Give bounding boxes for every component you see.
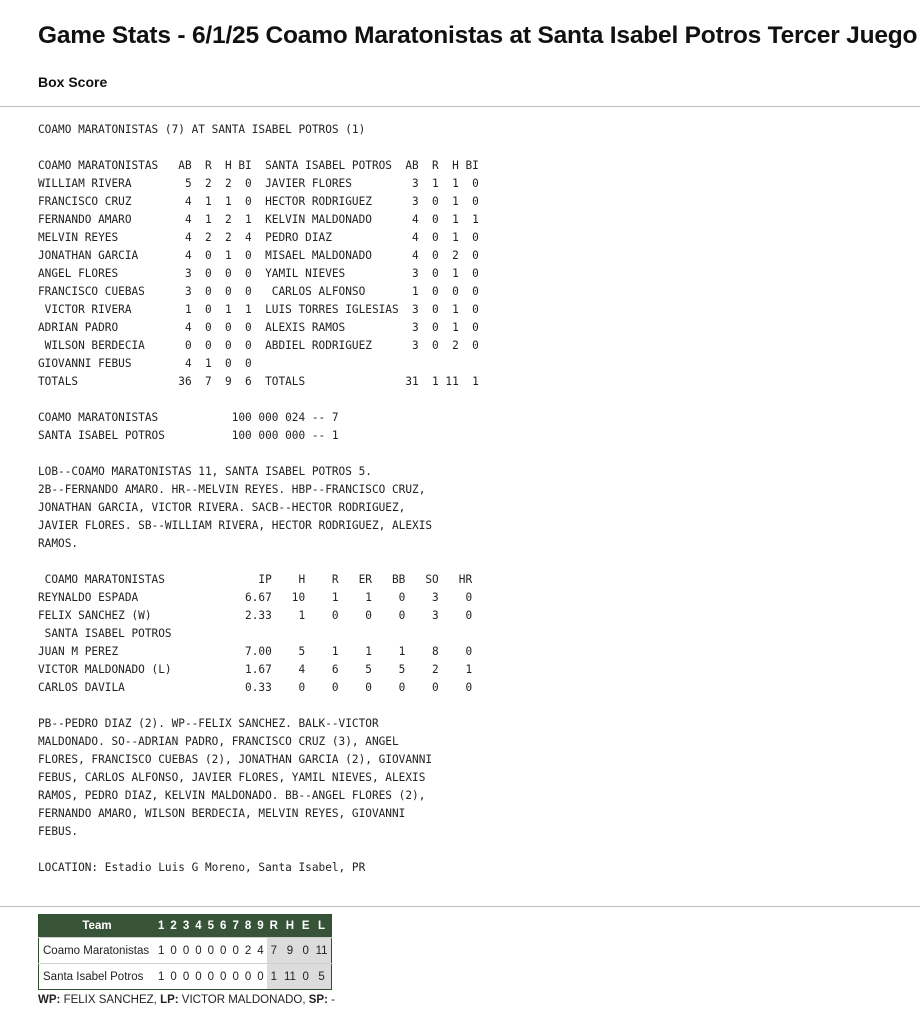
inning-score: 0 [205, 938, 217, 964]
header-inning-1: 1 [155, 915, 167, 938]
inning-score: 0 [180, 938, 192, 964]
line-score-header-row [39, 915, 332, 938]
divider-bottom [0, 906, 920, 907]
line-score-row-santa-isabel [39, 964, 332, 990]
total-hits: 9 [281, 938, 299, 964]
header-inning-7: 7 [229, 915, 241, 938]
section-title-box-score: Box Score [38, 74, 108, 90]
total-errors: 0 [299, 964, 313, 990]
header-runs: R [267, 915, 281, 938]
page-title: Game Stats - 6/1/25 Coamo Maratonistas at Santa Isabel Potros Tercer Juego [38, 22, 918, 49]
total-runs: 7 [267, 938, 281, 964]
header-inning-9: 9 [254, 915, 266, 938]
header-left-on-base: L [313, 915, 331, 938]
team-name: Santa Isabel Potros [39, 964, 156, 990]
inning-score: 0 [254, 964, 266, 990]
lp-label: LP: [160, 994, 179, 1006]
header-inning-4: 4 [192, 915, 204, 938]
divider-top [0, 106, 920, 107]
total-left-on-base: 11 [313, 938, 331, 964]
box-score-text: COAMO MARATONISTAS (7) AT SANTA ISABEL POTROS (1) COAMO MARATONISTAS AB R H BI SANTA ISABEL POTROS AB R H BI WILLIAM RIVERA 5 2 2 0 JAVIER FLORES 3 1 1 0 FRANCISCO CRUZ 4 1 1 0 HECTOR RODRIGUEZ 3 0 1 0 FERNANDO AMARO 4 1 2 1 KELVIN MALDONADO 4 0 1 1 MELVIN REYES 4 2 2 4 PEDRO DIAZ 4 0 1 0 JONATHAN GARCIA 4 0 1 0 MISAEL MALDONADO 4 0 2 0 ANGEL FLORES 3 0 0 0 YAMIL NIEVES 3 0 1 0 FRANCISCO CUEBAS 3 0 0 0 CARLOS ALFONSO 1 0 0 0 VICTOR RIVERA 1 0 1 1 LUIS TORRES IGLESIAS 3 0 1 0 ADRIAN PADRO 4 0 0 0 ALEXIS RAMOS 3 0 1 0 WILSON BERDECIA 0 0 0 0 ABDIEL RODRIGUEZ 3 0 2 0 GIOVANNI FEBUS 4 1 0 0 TOTALS 36 7 9 6 TOTALS 31 1 11 1 COAMO MARATONISTAS 100 000 024 -- 7 SANTA ISABEL POTROS 100 000 000 -- 1 LOB--COAMO MARATONISTAS 11, SANTA ISABEL POTROS 5. 2B--FERNANDO AMARO. HR--MELVIN REYES. HBP--FRANCISCO CRUZ, JONATHAN GARCIA, VICTOR RIVERA. SACB--HECTOR RODRIGUEZ, JAVIER FLORES. SB--WILLIAM RIVERA, HECTOR RODRIGUEZ, ALEXIS RAMOS. COAMO MARATONISTAS IP H R ER BB SO HR REYNALDO ESPADA 6.67 10 1 1 0 3 0 FELIX SANCHEZ (W) 2.33 1 0 0 0 3 0 SANTA ISABEL POTROS JUAN M PEREZ 7.00 5 1 1 1 8 0 VICTOR MALDONADO (L) 1.67 4 6 5 5 2 1 CARLOS DAVILA 0.33 0 0 0 0 0 0 PB--PEDRO DIAZ (2). WP--FELIX SANCHEZ. BALK--VICTOR MALDONADO. SO--ADRIAN PADRO, FRANCISCO CRUZ (3), ANGEL FLORES, FRANCISCO CUEBAS (2), JONATHAN GARCIA (2), GIOVANNI FEBUS, CARLOS ALFONSO, JAVIER FLORES, YAMIL NIEVES, ALEXIS RAMOS, PEDRO DIAZ, KELVIN MALDONADO. BB--ANGEL FLORES (2), FERNANDO AMARO, WILSON BERDECIA, MELVIN REYES, GIOVANNI FEBUS. LOCATION: Estadio Luis G Moreno, Santa Isabel, PR [38, 123, 479, 874]
inning-score: 0 [167, 938, 179, 964]
save-pitcher: - [331, 994, 335, 1006]
header-inning-6: 6 [217, 915, 229, 938]
inning-score: 1 [155, 964, 167, 990]
inning-score: 0 [217, 964, 229, 990]
wp-label: WP: [38, 994, 61, 1006]
inning-score: 0 [217, 938, 229, 964]
total-left-on-base: 5 [313, 964, 331, 990]
winning-pitcher: FELIX SANCHEZ [63, 994, 154, 1006]
team-name: Coamo Maratonistas [39, 938, 156, 964]
inning-score: 2 [242, 938, 254, 964]
header-inning-3: 3 [180, 915, 192, 938]
pitching-decisions: WP: FELIX SANCHEZ, LP: VICTOR MALDONADO, SP: - [38, 994, 335, 1006]
inning-score: 0 [229, 938, 241, 964]
inning-score: 0 [229, 964, 241, 990]
inning-score: 0 [205, 964, 217, 990]
header-errors: E [299, 915, 313, 938]
total-errors: 0 [299, 938, 313, 964]
header-inning-2: 2 [167, 915, 179, 938]
header-team: Team [39, 915, 156, 938]
line-score-table [38, 914, 332, 990]
inning-score: 4 [254, 938, 266, 964]
header-inning-5: 5 [205, 915, 217, 938]
inning-score: 0 [167, 964, 179, 990]
header-inning-8: 8 [242, 915, 254, 938]
line-score-row-coamo [39, 938, 332, 964]
inning-score: 0 [192, 964, 204, 990]
inning-score: 0 [192, 938, 204, 964]
total-runs: 1 [267, 964, 281, 990]
header-hits: H [281, 915, 299, 938]
losing-pitcher: VICTOR MALDONADO [181, 994, 303, 1006]
inning-score: 1 [155, 938, 167, 964]
inning-score: 0 [242, 964, 254, 990]
total-hits: 11 [281, 964, 299, 990]
inning-score: 0 [180, 964, 192, 990]
sp-label: SP: [308, 994, 328, 1006]
